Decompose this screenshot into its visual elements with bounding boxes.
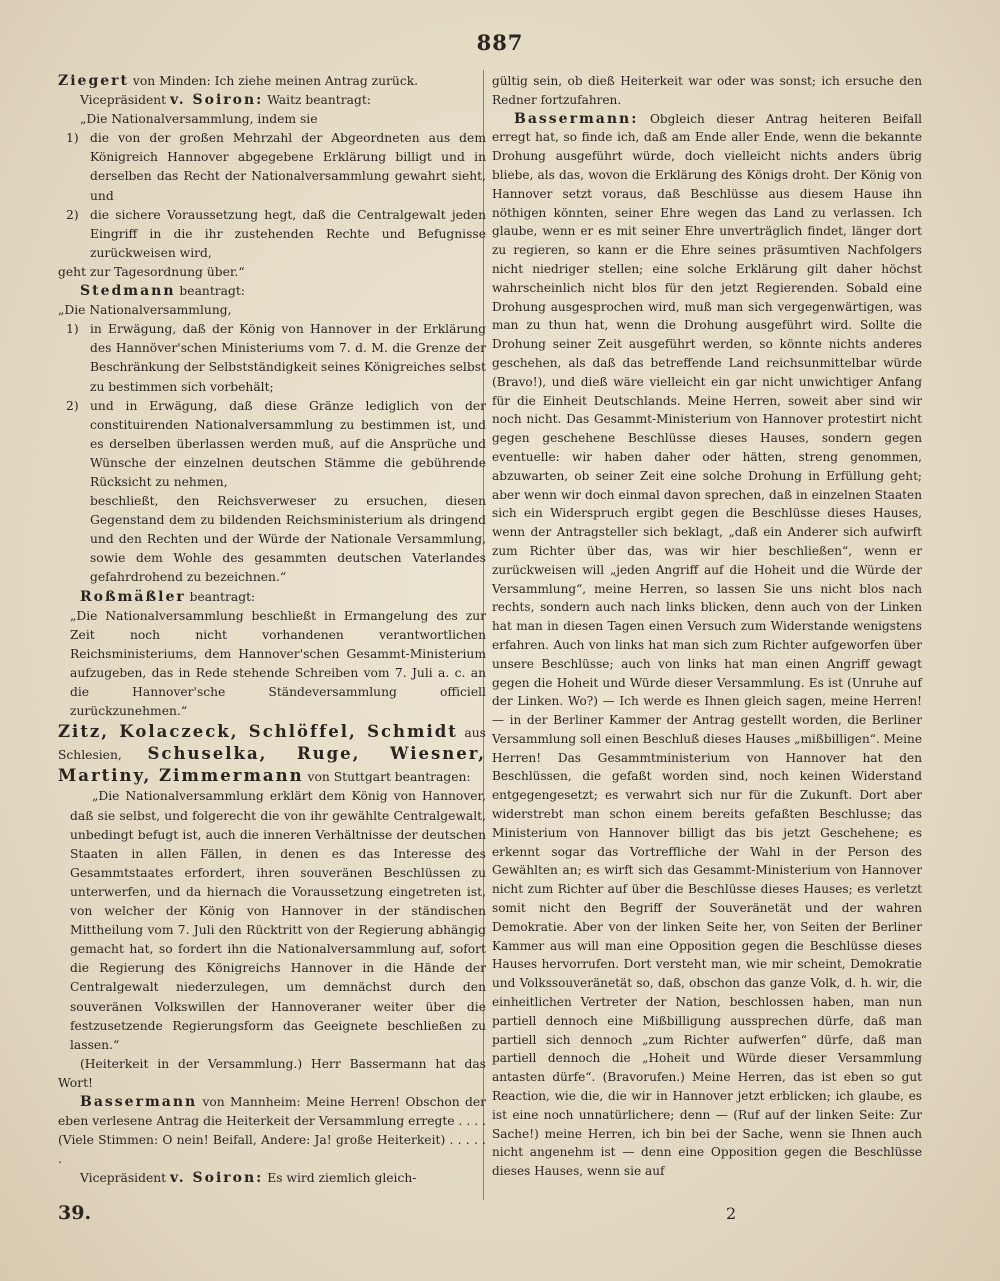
speaker-soiron: v. Soiron: [170, 92, 264, 109]
sheet-number: 39. [58, 1202, 92, 1224]
right-column [492, 72, 922, 1181]
motion-resolution: beschließt, den Reichsverweser zu ersuchen, diesen Gegenstand dem zu bildenden Reichsministerium als dringend und den Rechten und der Würde der Nationale Versammlung, sowie dem Wohle des gesammten deutschen Vaterlandes gefahrdrohend zu bezeichnen.“ [90, 494, 486, 585]
speaker-ziegert: Ziegert [58, 73, 129, 89]
paragraph-stedmann: Stedmann beantragt: [80, 283, 245, 300]
paragraph-soiron-reply: Vicepräsident v. Soiron: Es wird ziemlich gleich- [80, 1170, 417, 1187]
list-item: 2) und in Erwägung, daß diese Gränze lediglich von der constituirenden Nationalversammlung zu bestimmen ist, und es derselben überlassen werden muß, auf die Ansprüche und Wünsche der einzelnen deutschen Stämme die gebührende Rücksicht zu nehmen, [66, 398, 486, 489]
speaker-stedmann: Stedmann [80, 283, 176, 300]
paragraph-rossmaessler: Roßmäßler beantragt: [80, 588, 256, 605]
left-column [58, 72, 486, 1188]
motion-closing: geht zur Tagesordnung über.“ [58, 264, 245, 279]
paragraph-zitz-motion: Zitz, Kolaczeck, Schlöffel, Schmidt aus Schlesien, Schuselka, Ruge, Wiesner, Martiny, Zimmermann von Stuttgart beantragen: [58, 722, 487, 786]
paragraph-bassermann: Bassermann von Mannheim: Meine Herren! Obschon der eben verlesene Antrag die Heiterkeit der Versammlung erregte . . . . (Viele Stimmen: O nein! Beifall, Andere: Ja! große Heiterkeit) . . . . . . [58, 1093, 486, 1167]
paragraph-soiron-waitz: Vicepräsident v. Soiron: Waitz beantragt: [80, 92, 371, 109]
speaker-names: Zitz, Kolaczeck, Schlöffel, Schmidt [58, 722, 458, 742]
signature-mark: 2 [726, 1204, 737, 1223]
list-item: 1) die von der großen Mehrzahl der Abgeordneten aus dem Königreich Hannover abgegebene Erklärung billigt und in derselben das Recht der Nationalversammlung gewahrt sieht, und [66, 131, 486, 203]
paragraph-bassermann-speech: Bassermann: Obgleich dieser Antrag heiteren Beifall erregt hat, so finde ich, daß am Ende aller Ende, wenn die bekannte Drohung ausgeführt würde, doch vielleicht nichts anders übrig bliebe, als das, wovon die Erklärung des Königs droht. Der König von Hannover setzt voraus, daß Beschlüsse aus diesem Hause ihn nöthigen könnten, seiner Ehre wegen das Land zu verlassen. Ich glaube, wenn er es mit seiner Ehre unverträglich findet, länger dort zu regieren, so kann er die Ehre seines präsumtiven Nachfolgers nicht niedriger stellen; eine solche Erklärung gilt daher höchst wahrscheinlich nicht blos für den jetzt Regierenden. Sobald eine Drohung ausgesprochen wird, muß man sich vergegenwärtigen, was man zu thun hat, wenn die Drohung ausgeführt wird. Sollte die Drohung seiner Zeit ausgeführt werden, so könnte nichts anderes geschehen, als daß das betreffende Land reichsunmittelbar würde (Bravo!), und dieß wäre vielleicht ein gar nicht unwichtiger Anfang für die Einheit Deutschlands. Meine Herren, soweit aber sind wir noch nicht. Das Gesammt-Ministerium von Hannover protestirt nicht gegen geschehene Beschlüsse dieses Hauses, sondern gegen eventuelle: wir haben daher oder hätten, streng genommen, abzuwarten, ob seiner Zeit eine solche Drohung in Erfüllung geht; aber wenn wir doch einmal davon sprechen, daß in einzelnen Staaten sich ein Widerspruch ergibt gegen die Beschlüsse dieses Hauses, wenn der Antragsteller sich beklagt, „daß ein Anderer sich aufwirft zum Richter über das, was wir hier beschließen“, wenn er zurückweisen will „jeden Angriff auf die Hoheit und die Würde der Versammlung“, meine Herren, so lassen Sie uns nicht blos nach rechts, sondern auch nach links blicken, denn auch von der Linken hat man in diesen Tagen einen Versuch zum Widerstande wenigstens erfahren. Auch von links hat man sich zum Richter aufgeworfen über unsere Beschlüsse; auch von links hat man einen Angriff gewagt gegen die Hoheit und Würde dieser Versammlung. Es ist (Unruhe auf der Linken. Wo?) — Ich werde es Ihnen gleich sagen, meine Herren! — in der Berliner Kammer der Antrag gestellt worden, die Berliner Versammlung soll einen Beschluß dieses Hauses „mißbilligen“. Meine Herren! Das Gesammtministerium von Hannover hat den Beschlüssen, die gefaßt worden sind, noch keinen Widerstand entgegengesetzt; es verwahrt sich nur für die Zukunft. Dort aber widerstrebt man schon einem bereits gefaßten Beschlusse; das Ministerium von Hannover billigt das bis jetzt Geschehene; es erkennt sogar das Vortreffliche der Wahl in der Person des Gewählten an; es wirft sich das Gesammt-Ministerium von Hannover nicht zum Richter auf über die Beschlüsse dieses Hauses; es verletzt somit nicht den Begriff der Souveränetät und der wahren Demokratie. Aber von der linken Seite her, von Seiten der Berliner Kammer aus will man eine Opposition gegen die Beschlüsse dieses Hauses hervorrufen. Dort versteht man, wie mir scheint, Demokratie und Volkssouveränetät so, daß, obschon das ganze Volk, d. h. wir, die einheitlichen Vertreter der Nation, beschlossen haben, man nun partiell dennoch eine Mißbilligung aussprechen dürfe, daß man partiell sich dennoch „zum Richter aufwerfen“ dürfe, daß man partiell dennoch die „Hoheit und Würde dieser Versammlung antasten dürfe“. (Bravorufen.) Meine Herren, das ist eben so gut Reaction, wie die, die wir in Hannover jetzt erblicken; ich glaube, es ist eine noch unnatürlichere; denn — (Ruf auf der linken Seite: Zur Sache!) meine Herren, ich bin bei der Sache, wenn sie Ihnen auch nicht angenehm ist — denn eine Opposition gegen die Beschlüsse dieses Hauses, wenn sie auf [492, 110, 922, 1179]
list-item: 2) die sichere Voraussetzung hegt, daß die Centralgewalt jeden Eingriff in die ihr zustehenden Rechte und Befugnisse zurückweisen wird, [66, 207, 486, 260]
motion-rossmaessler: „Die Nationalversammlung beschließt in Ermangelung des zur Zeit noch nicht vorhandenen verantwortlichen Reichsministeriums, dem Hannover'schen Gesammt-Ministerium aufzugeben, das in Rede stehende Schreiben vom 7. Juli a. c. an die Hannover'sche Ständeversammlung officiell zurückzunehmen.“ [70, 608, 486, 719]
speaker-soiron: v. Soiron: [170, 1170, 264, 1187]
speaker-names: Schuselka, Ruge, Wiesner, Martiny, Zimmermann [58, 744, 487, 786]
paragraph-hilarity: (Heiterkeit in der Versammlung.) Herr Bassermann hat das Wort! [58, 1056, 486, 1090]
speaker-bassermann: Bassermann: [514, 110, 639, 127]
page-number: 887 [476, 30, 524, 55]
paragraph-continuation: gültig sein, ob dieß Heiterkeit war oder was sonst; ich ersuche den Redner fortzufahren. [492, 74, 922, 107]
speaker-rossmaessler: Roßmäßler [80, 588, 186, 605]
paragraph-ziegert: Ziegert von Minden: Ich ziehe meinen Antrag zurück. [58, 73, 419, 89]
motion-intro: „Die Nationalversammlung, [58, 303, 232, 318]
list-item: 1) in Erwägung, daß der König von Hannover in der Erklärung des Hannöver'schen Ministeriums vom 7. d. M. die Grenze der Beschränkung der Selbstständigkeit seines Königreiches selbst zu bestimmen sich vorbehält; [66, 322, 486, 394]
motion-intro: „Die Nationalversammlung, indem sie [80, 112, 318, 127]
speaker-bassermann: Bassermann [80, 1093, 198, 1110]
motion-zitz: „Die Nationalversammlung erklärt dem König von Hannover, daß sie selbst, und folgerecht die von ihr gewählte Centralgewalt, unbedingt befugt ist, auch die inneren Verhältnisse der deutschen Staaten in allen Fällen, in denen es das Interesse des Gesammtstaates erfordert, ihren souveränen Beschlüssen zu unterwerfen, und da hiernach die Voraussetzung eingetreten ist, von welcher der König von Hannover in der ständischen Mittheilung vom 7. Juli den Rücktritt von der Regierung abhängig gemacht hat, so fordert ihn die Nationalversammlung auf, sofort die Regierung des Königreichs Hannover in die Hände der Centralgewalt niederzulegen, um demnächst durch den souveränen Volkswillen der Hannoveraner weiter über die festzusetzende Regierungsform das Geeignete beschließen zu lassen.“ [70, 789, 486, 1052]
